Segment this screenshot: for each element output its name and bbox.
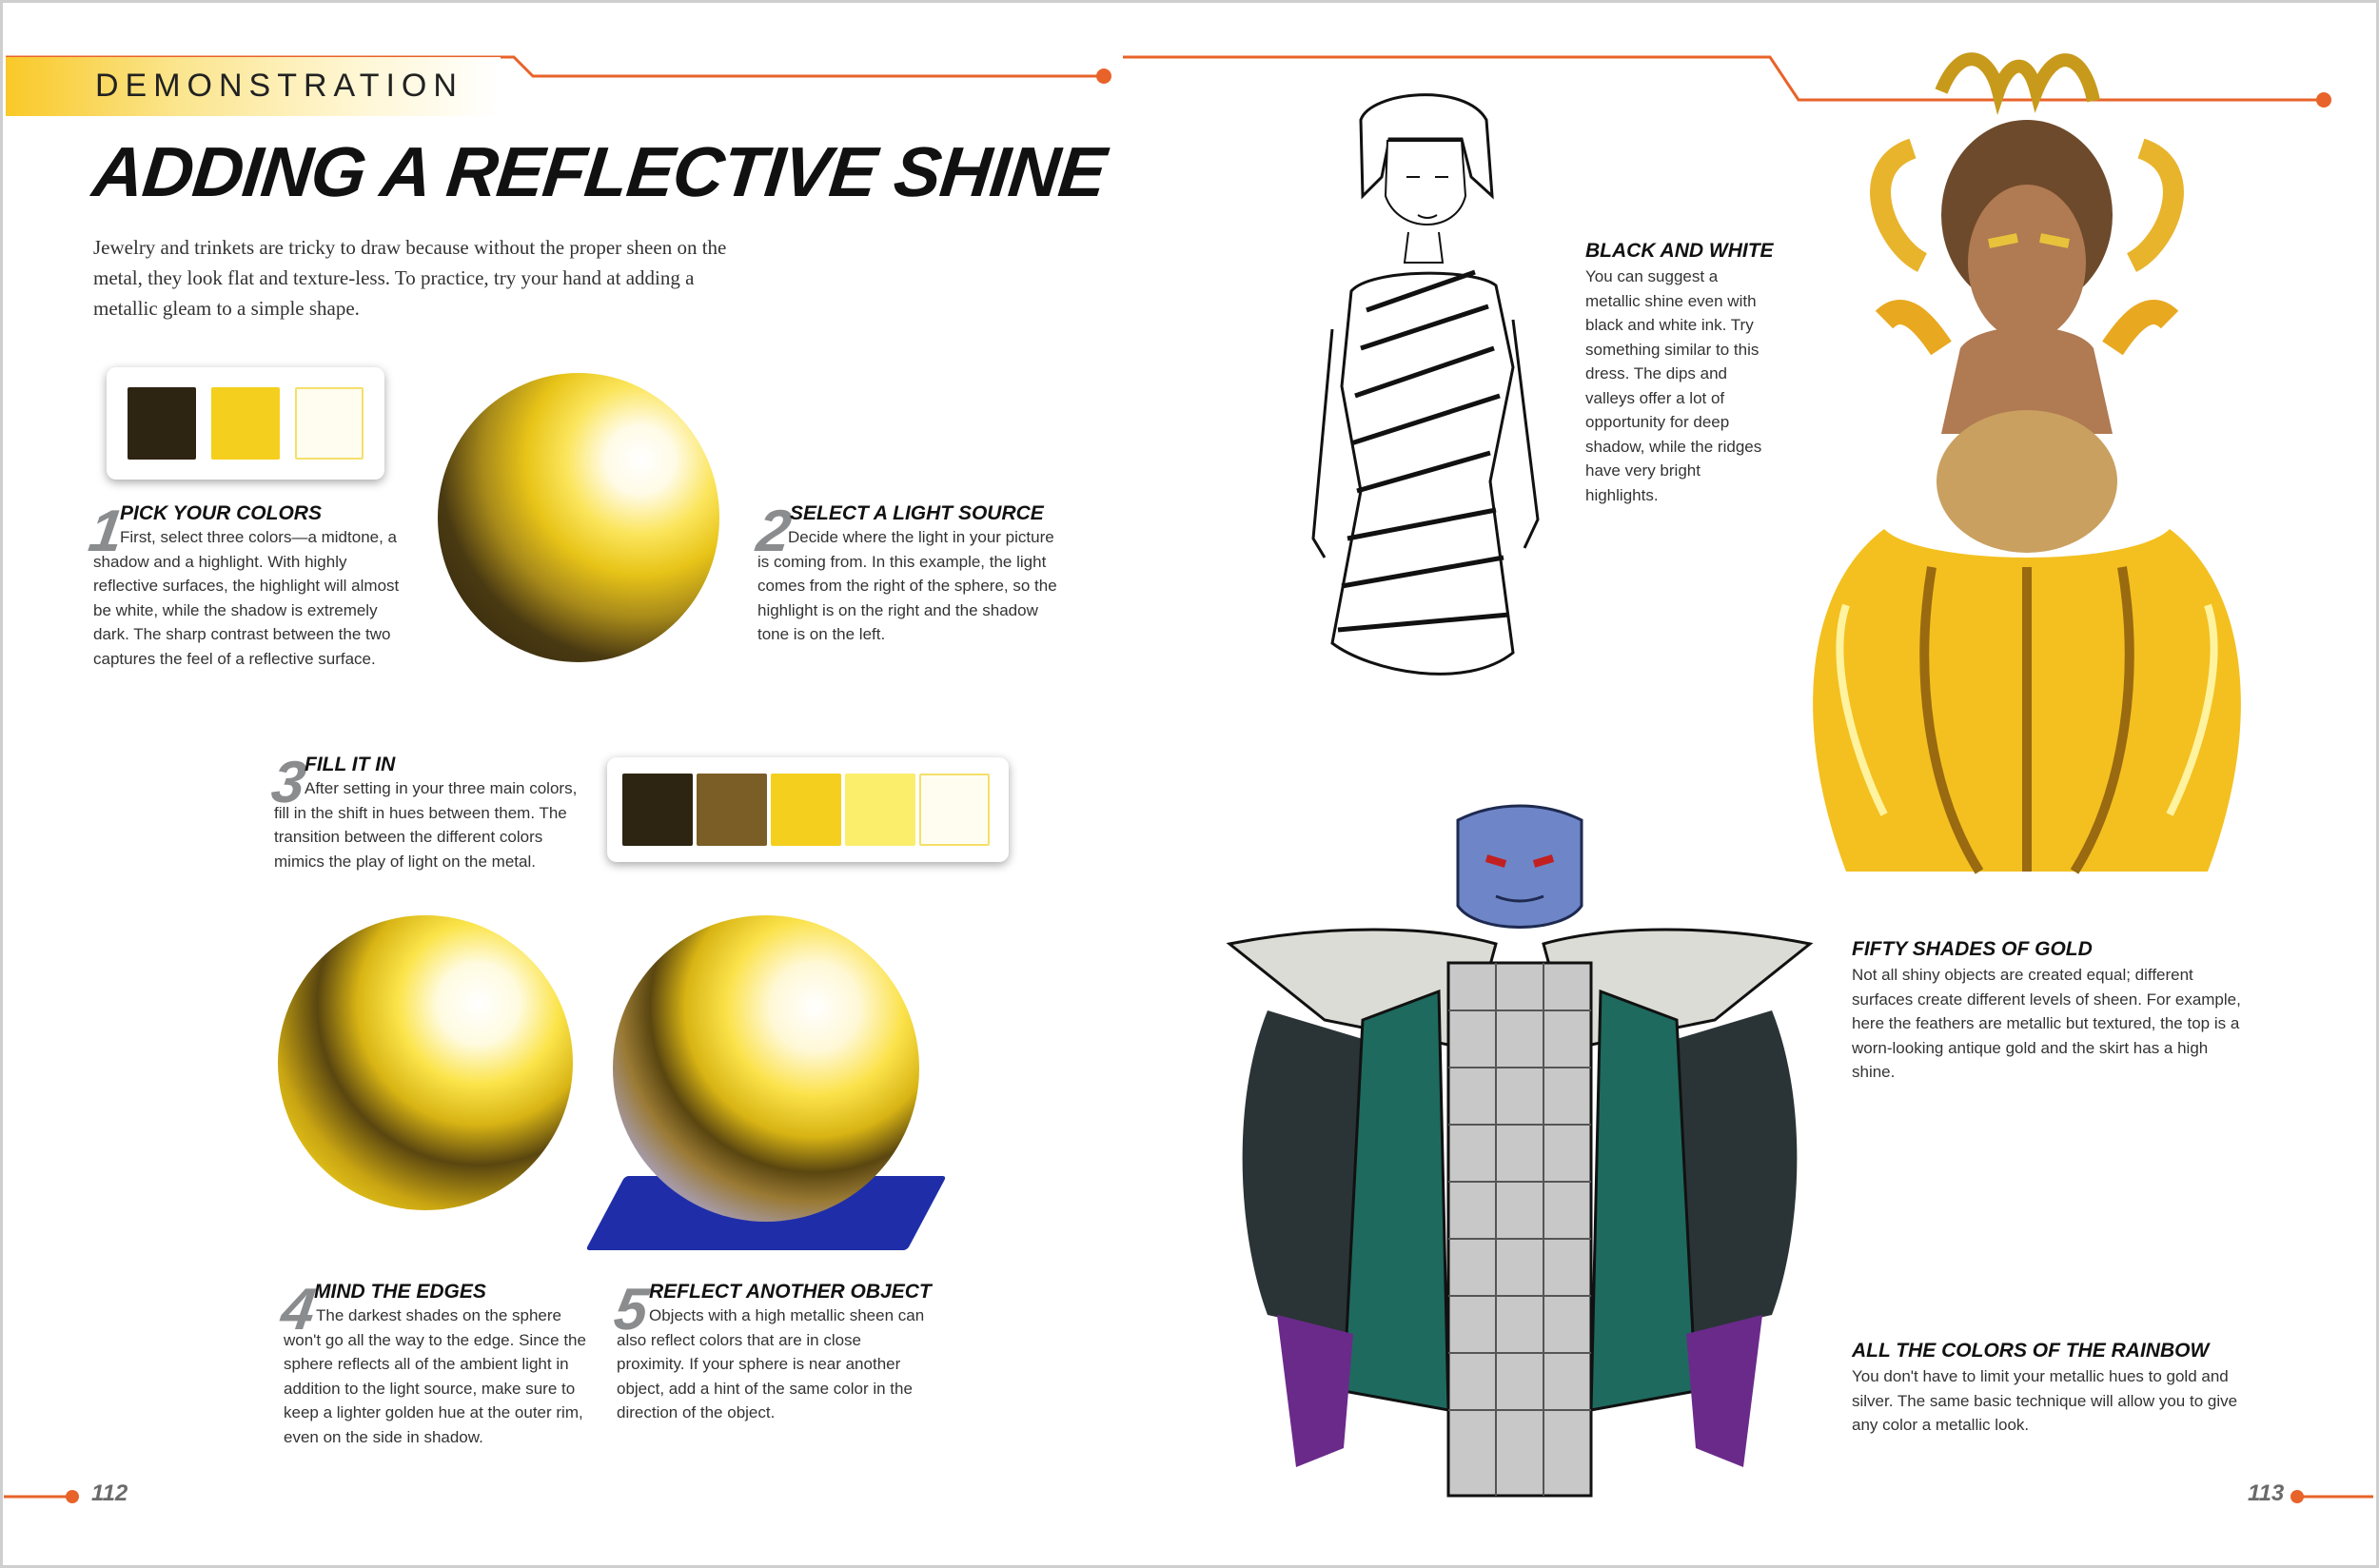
step-1: [85, 499, 413, 674]
swatch-midtone: [771, 774, 841, 846]
step-5-body: Objects with a high metallic sheen can also reflect colors that are in close proximity. If your sphere is near another object, add a hint of the same color in the direction of the object.: [617, 1306, 925, 1421]
step-3-number: 3: [267, 750, 310, 815]
swatch-light-mid: [845, 774, 915, 846]
sphere-step-4: [278, 915, 573, 1210]
intro-paragraph: Jewelry and trinkets are tricky to draw because without the proper sheen on the metal, they look flat and texture-less. To practice, try your hand at adding a metallic gleam to a simple shape.: [93, 236, 727, 320]
step-2-title: SELECT A LIGHT SOURCE: [790, 502, 1044, 524]
step-5-title: REFLECT ANOTHER OBJECT: [649, 1281, 932, 1303]
sidebar-3-title: ALL THE COLORS OF THE RAINBOW: [1852, 1340, 2210, 1362]
alien-figure-illustration: [1210, 801, 1829, 1515]
page-number-right-marker: [2284, 1482, 2375, 1511]
section-label: DEMONSTRATION: [95, 68, 463, 104]
sphere-step-5: [613, 915, 919, 1222]
page-title: ADDING A REFLECTIVE SHINE: [88, 132, 1110, 211]
step-1-title: PICK YOUR COLORS: [120, 502, 322, 524]
step-4-title: MIND THE EDGES: [314, 1281, 486, 1303]
page-number-left: 112: [91, 1480, 128, 1506]
step-2: [753, 499, 1062, 655]
sidebar-2-body: Not all shiny objects are created equal; different surfaces create different levels of sheen. For example, here the feathers are metallic but textured, the top is a worn-looking antique gold and the skirt has a high shine.: [1852, 966, 2241, 1081]
sidebar-1-title: BLACK AND WHITE: [1585, 240, 1774, 262]
bw-dress-illustration: [1275, 82, 1589, 729]
swatch-dark-mid: [697, 774, 767, 846]
page-number-left-marker: [0, 1482, 95, 1511]
rule-dot-left: [1096, 69, 1111, 84]
step-4-number: 4: [277, 1277, 320, 1343]
sidebar-2-title: FIFTY SHADES OF GOLD: [1852, 938, 2093, 960]
step-3-body: After setting in your three main colors, fill in the shift in hues between them. The transition between the different colors mimics the play of light on the metal.: [274, 779, 578, 871]
three-color-palette: [107, 367, 384, 480]
page-number-right: 113: [2248, 1480, 2285, 1506]
swatch-midtone: [211, 387, 280, 460]
step-3-title: FILL IT IN: [305, 754, 396, 775]
step-1-body: First, select three colors—a midtone, a shadow and a highlight. With highly reflective surfaces, the highlight will almost be white, while the shadow is extremely dark. The sharp contrast between the two captures the feel of a reflective surface.: [93, 528, 400, 668]
step-2-number: 2: [753, 499, 796, 564]
step-5-number: 5: [610, 1277, 653, 1343]
step-4: [277, 1277, 596, 1461]
sphere-step-2: [438, 373, 719, 662]
swatch-shadow: [622, 774, 693, 846]
rule-dot-right: [2316, 92, 2331, 108]
swatch-highlight: [919, 774, 990, 846]
five-color-palette: [607, 757, 1009, 862]
swatch-highlight: [295, 387, 364, 460]
step-2-body: Decide where the light in your picture is coming from. In this example, the light comes from the right of the sphere, so the highlight is on the right and the shadow tone is on the left.: [757, 528, 1057, 643]
step-5: [610, 1277, 938, 1433]
gold-figure-illustration: [1770, 34, 2303, 910]
step-3: [267, 750, 586, 877]
sidebar-1-body: You can suggest a metallic shine even with black and white ink. Try something similar to this dress. The dips and valleys offer a lot of opportunity for deep shadow, while the ridges have very bright highlights.: [1585, 267, 1762, 504]
step-1-number: 1: [85, 499, 128, 564]
sidebar-3-body: You don't have to limit your metallic hues to gold and silver. The same basic technique will allow you to give any color a metallic look.: [1852, 1367, 2238, 1434]
swatch-shadow: [128, 387, 196, 460]
step-4-body: The darkest shades on the sphere won't go all the way to the edge. Since the sphere reflects all of the ambient light in addition to the light source, make sure to keep a lighter golden hue at the outer rim, even on the side in shadow.: [284, 1306, 586, 1446]
